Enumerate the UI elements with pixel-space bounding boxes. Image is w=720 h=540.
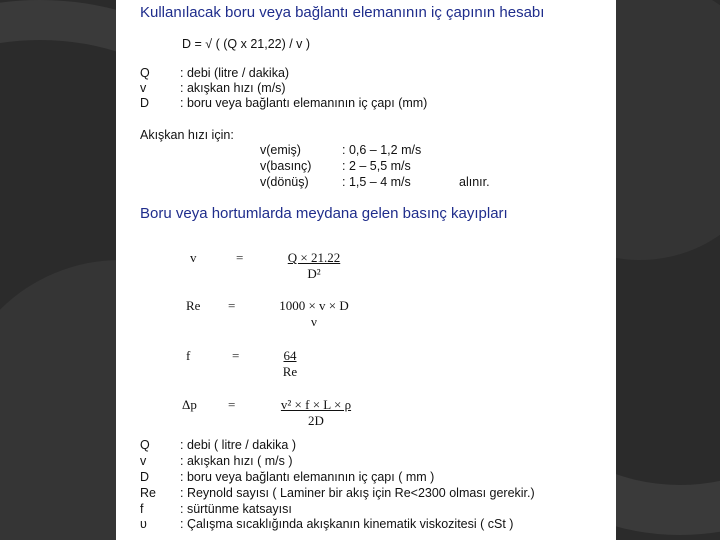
def-symbol: v: [140, 454, 147, 468]
diameter-formula: D = √ ( (Q x 21,22) / v ): [182, 37, 311, 51]
def-text: : debi (litre / dakika): [180, 66, 290, 80]
velocity-value: : 2 – 5,5 m/s: [342, 159, 411, 173]
velocity-label: v(dönüş): [260, 175, 309, 189]
def-symbol: D: [140, 470, 150, 484]
eq-numerator: 1000 × v × D: [279, 298, 349, 313]
def-text: : debi ( litre / dakika ): [180, 438, 297, 452]
def-symbol: Q: [140, 438, 150, 452]
eq-denominator: Re: [282, 364, 298, 379]
eq-lhs: Δp: [182, 397, 197, 412]
velocity-label: v(basınç): [260, 159, 312, 173]
eq-numerator: 64: [283, 348, 297, 363]
def-text: : akışkan hızı (m/s): [180, 81, 286, 95]
def-text: : akışkan hızı ( m/s ): [180, 454, 293, 468]
def-symbol: Re: [140, 486, 156, 500]
eq-fraction: [274, 298, 354, 330]
velocity-value: : 0,6 – 1,2 m/s: [342, 143, 422, 157]
section1-heading: Kullanılacak boru veya bağlantı elemanının iç çapının hesabı: [140, 4, 545, 21]
section2-heading: Boru veya hortumlarda meydana gelen basınç kayıpları: [140, 205, 508, 222]
velocity-note: alınır.: [459, 175, 490, 189]
def-symbol: v: [140, 81, 147, 95]
eq-numerator: v² × f × L × ρ: [280, 397, 352, 412]
eq-denominator: 2D: [308, 413, 324, 428]
def-text: : Reynold sayısı ( Laminer bir akış için Re<2300 olması gerekir.): [180, 486, 535, 500]
eq-denominator: D²: [307, 266, 321, 281]
eq-lhs: f: [186, 348, 191, 363]
document-page: [116, 0, 616, 540]
def-symbol: υ: [140, 517, 147, 531]
eq-fraction: [278, 250, 350, 282]
def-symbol: D: [140, 96, 150, 110]
def-symbol: Q: [140, 66, 150, 80]
def-text: : boru veya bağlantı elemanının iç çapı (mm): [180, 96, 428, 110]
velocity-value: : 1,5 – 4 m/s: [342, 175, 411, 189]
eq-denominator: ν: [311, 314, 317, 329]
eq-numerator: Q × 21.22: [287, 250, 341, 265]
eq-lhs: Re: [186, 298, 201, 313]
eq-lhs: v: [190, 250, 197, 265]
def-symbol: f: [140, 502, 144, 516]
eq-fraction: [276, 348, 304, 380]
eq-sign: =: [228, 298, 236, 313]
eq-sign: =: [236, 250, 244, 265]
eq-sign: =: [228, 397, 236, 412]
def-text: : boru veya bağlantı elemanının iç çapı ( mm ): [180, 470, 435, 484]
def-text: : sürtünme katsayısı: [180, 502, 292, 516]
velocity-label: v(emiş): [260, 143, 301, 157]
velocity-intro: Akışkan hızı için:: [140, 128, 234, 142]
def-text: : Çalışma sıcaklığında akışkanın kinematik viskozitesi ( cSt ): [180, 517, 514, 531]
eq-fraction: [274, 397, 358, 429]
eq-sign: =: [232, 348, 240, 363]
